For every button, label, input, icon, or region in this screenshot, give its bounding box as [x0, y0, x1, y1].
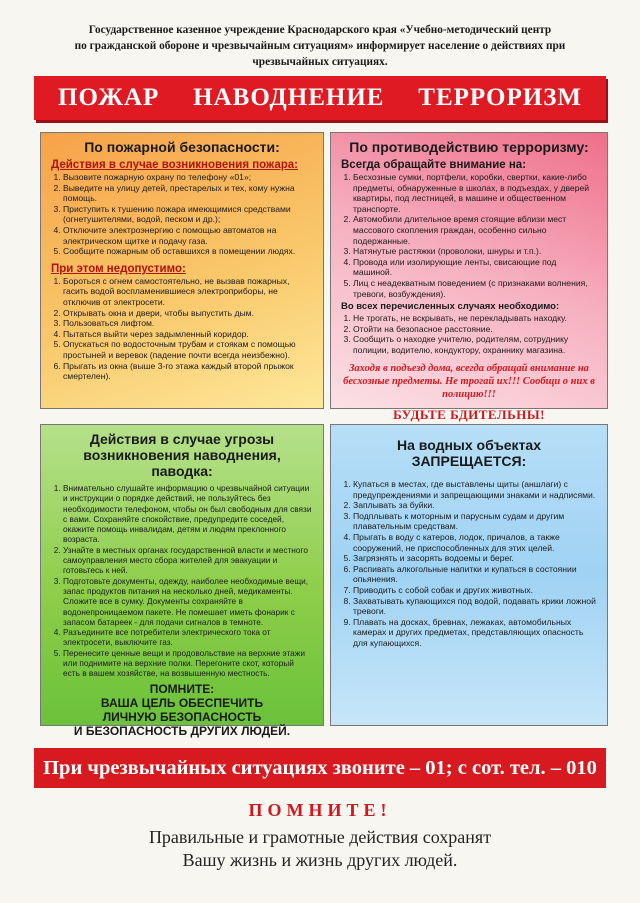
list-item: 1. Вызовите пожарную охрану по телефону «01»;: [63, 172, 313, 183]
list-item: 1. Бороться с огнем самостоятельно, не вызвав пожарных, гасить водой воспламенившиеся электроприборы, не отключив от электросети.: [63, 276, 313, 308]
list-item: 3. Приступить к тушению пожара имеющимися средствами (огнетушителями, водой, песком и др.);: [63, 204, 313, 225]
anti-terror-panel: [330, 132, 608, 422]
list-item: 1. Не трогать, не вскрывать, не перекладывать находку.: [353, 313, 597, 324]
fire-actions-heading: Действия в случае возникновения пожара:: [51, 159, 298, 171]
title-banner: [34, 76, 606, 120]
banner-flood: НАВОДНЕНИЕ: [193, 84, 385, 111]
remember-heading: ПОМНИТЕ!: [248, 800, 392, 820]
list-item: 2. Отойти на безопасное расстояние.: [353, 324, 597, 335]
flood-actions-list: [51, 483, 313, 679]
fire-actions-list: [51, 172, 313, 257]
header: [30, 22, 610, 70]
terror-attention-list: [341, 172, 597, 299]
water-prohibited-list: [341, 479, 597, 649]
terror-attention-heading: Всегда обращайте внимание на:: [341, 159, 527, 171]
footer-text: [0, 826, 640, 872]
list-item: 5. Загрязнять и засорять водоемы и берег.: [353, 553, 597, 564]
list-item: 2. Выведите на улицу детей, престарелых и тех, кому нужна помощь.: [63, 183, 313, 204]
water-title: [341, 437, 597, 469]
list-item: 1. Внимательно слушайте информацию о чрезвычайной ситуации и инструкции о порядке действий, не пользуйтесь без необходимости телефоном, чтобы он был свободным для связи с вами. Сохраняйте спокойствие, предупредите соседей, окажите помощь инвалидам, детям и людям преклонного возраста.: [63, 483, 313, 545]
list-item: 7. Приводить с собой собак и других животных.: [353, 585, 597, 596]
flood-remember-title: ПОМНИТЕ:: [149, 681, 215, 696]
list-item: 6. Распивать алкогольные напитки и купаться в состоянии опьянения.: [353, 564, 597, 585]
list-item: 4. Прыгать в воду с катеров, лодок, причалов, а также сооружений, не приспособленных для этих целей.: [353, 532, 597, 553]
list-item: 3. Подготовьте документы, одежду, наиболее необходимые вещи, запас продуктов питания на несколько дней, медикаменты. Сложите все в сумку. Документы сохраняйте в водонепроницаемом пакете. Не помешает иметь фонарик с запасом батареек - для подачи сигналов в темноте.: [63, 576, 313, 627]
list-item: 3. Сообщить о находке учителю, родителям, сотруднику полиции, водителю, кондуктору, охраннику магазина.: [353, 334, 597, 355]
flood-panel: [40, 424, 324, 738]
list-item: 5. Перенесите ценные вещи и продовольствие на верхние этажи или поднимите на верхние полки. Перегоните скот, который есть в вашем хозяйстве, на возвышенную местность.: [63, 648, 313, 679]
fire-forbidden-heading: При этом недопустимо:: [51, 262, 186, 275]
list-item: 4. Пытаться выйти через задымленный коридор.: [63, 329, 313, 340]
list-item: 3. Подплывать к моторным и парусным судам и другим плавательным средствам.: [353, 511, 597, 532]
list-item: 3. Пользоваться лифтом.: [63, 318, 313, 329]
list-item: 5. Сообщите пожарным об оставшихся в помещении людях.: [63, 246, 313, 257]
list-item: 2. Заплывать за буйки.: [353, 500, 597, 511]
list-item: 6. Прыгать из окна (выше 3-го этажа каждый второй прыжок смертелен).: [63, 361, 313, 382]
flood-remember-line-3: И БЕЗОПАСНОСТЬ ДРУГИХ ЛЮДЕЙ.: [73, 723, 291, 738]
list-item: 4. Отключите электроэнергию с помощью автоматов на электрическом щитке и подачу газа.: [63, 225, 313, 246]
flood-remember: [51, 682, 313, 738]
banner-terror: ТЕРРОРИЗМ: [418, 84, 582, 111]
footer-line-1: Правильные и грамотные действия сохранят: [148, 827, 492, 847]
list-item: 1. Купаться в местах, где выставлены щиты (аншлаги) с предупреждениями и запрещающими знаками и надписями.: [353, 479, 597, 500]
emergency-call-bar: [34, 748, 606, 788]
header-line-1: Государственное казенное учреждение Краснодарского края «Учебно-методический центр: [88, 24, 552, 36]
header-line-3: чрезвычайных ситуациях.: [252, 56, 388, 68]
emergency-call-text: При чрезвычайных ситуациях звоните – 01; с сот. тел. – 010: [43, 756, 597, 779]
header-line-2: по гражданской обороне и чрезвычайным ситуациям» информирует население о действиях при: [74, 40, 566, 52]
fire-safety-panel: [40, 132, 324, 409]
list-item: 4. Разъедините все потребители электрического тока от электросети, выключите газ.: [63, 627, 313, 648]
fire-title: По пожарной безопасности:: [84, 139, 280, 155]
banner-fire: ПОЖАР: [58, 84, 160, 111]
fire-forbidden-list: [51, 276, 313, 382]
list-item: 1. Бесхозные сумки, портфели, коробки, свертки, какие-либо предметы, обнаруженные в школах, в подъездах, у дверей квартиры, под лестницей, в машине и общественном транспорте.: [353, 172, 597, 214]
list-item: 8. Захватывать купающихся под водой, подавать крики ложной тревоги.: [353, 596, 597, 617]
terror-actions-list: [341, 313, 597, 355]
flood-title: Действия в случае угрозы возникновения наводнения, паводка:: [83, 431, 281, 479]
list-item: 5. Опускаться по водосточным трубам и стоякам с помощью простыней и веревок (падение почти всегда неизбежно).: [63, 339, 313, 360]
water-title-line-2: ЗАПРЕЩАЕТСЯ:: [411, 453, 527, 469]
list-item: 2. Открывать окна и двери, чтобы выпустить дым.: [63, 308, 313, 319]
list-item: 9. Плавать на досках, бревнах, лежаках, автомобильных камерах и других предметах, представляющих опасность для купающихся.: [353, 617, 597, 649]
list-item: 2. Узнайте в местных органах государственной власти и местного самоуправления место сбора жителей для эвакуации и готовьтесь к ней.: [63, 545, 313, 576]
terror-actions-heading: Во всех перечисленных случаях необходимо:: [341, 301, 560, 313]
be-vigilant: БУДЬТЕ БДИТЕЛЬНЫ!: [393, 406, 545, 422]
footer-line-2: Вашу жизнь и жизнь других людей.: [182, 850, 458, 870]
list-item: 2. Автомобили длительное время стоящие вблизи мест массового скопления граждан, особенно сильно подержанные.: [353, 214, 597, 246]
list-item: 3. Натянутые растяжки (проволоки, шнуры и т.п.).: [353, 246, 597, 257]
flood-remember-line-2: ЛИЧНУЮ БЕЗОПАСНОСТЬ: [102, 709, 262, 724]
water-title-line-1: На водных объектах: [397, 437, 541, 453]
terror-title: По противодействию терроризму:: [349, 139, 589, 155]
list-item: 4. Провода или изолирующие ленты, свисающие под машиной.: [353, 257, 597, 278]
list-item: 5. Лиц с неадекватным поведением (с признаками волнения, тревоги, возбуждения).: [353, 278, 597, 299]
terror-warning: Заходя в подъезд дома, всегда обращай внимание на бесхозные предметы. Не трогай их!!! Сообщи о них в полицию!!!: [343, 362, 595, 400]
flood-remember-line-1: ВАША ЦЕЛЬ ОБЕСПЕЧИТЬ: [100, 695, 264, 710]
water-safety-panel: [330, 424, 608, 726]
